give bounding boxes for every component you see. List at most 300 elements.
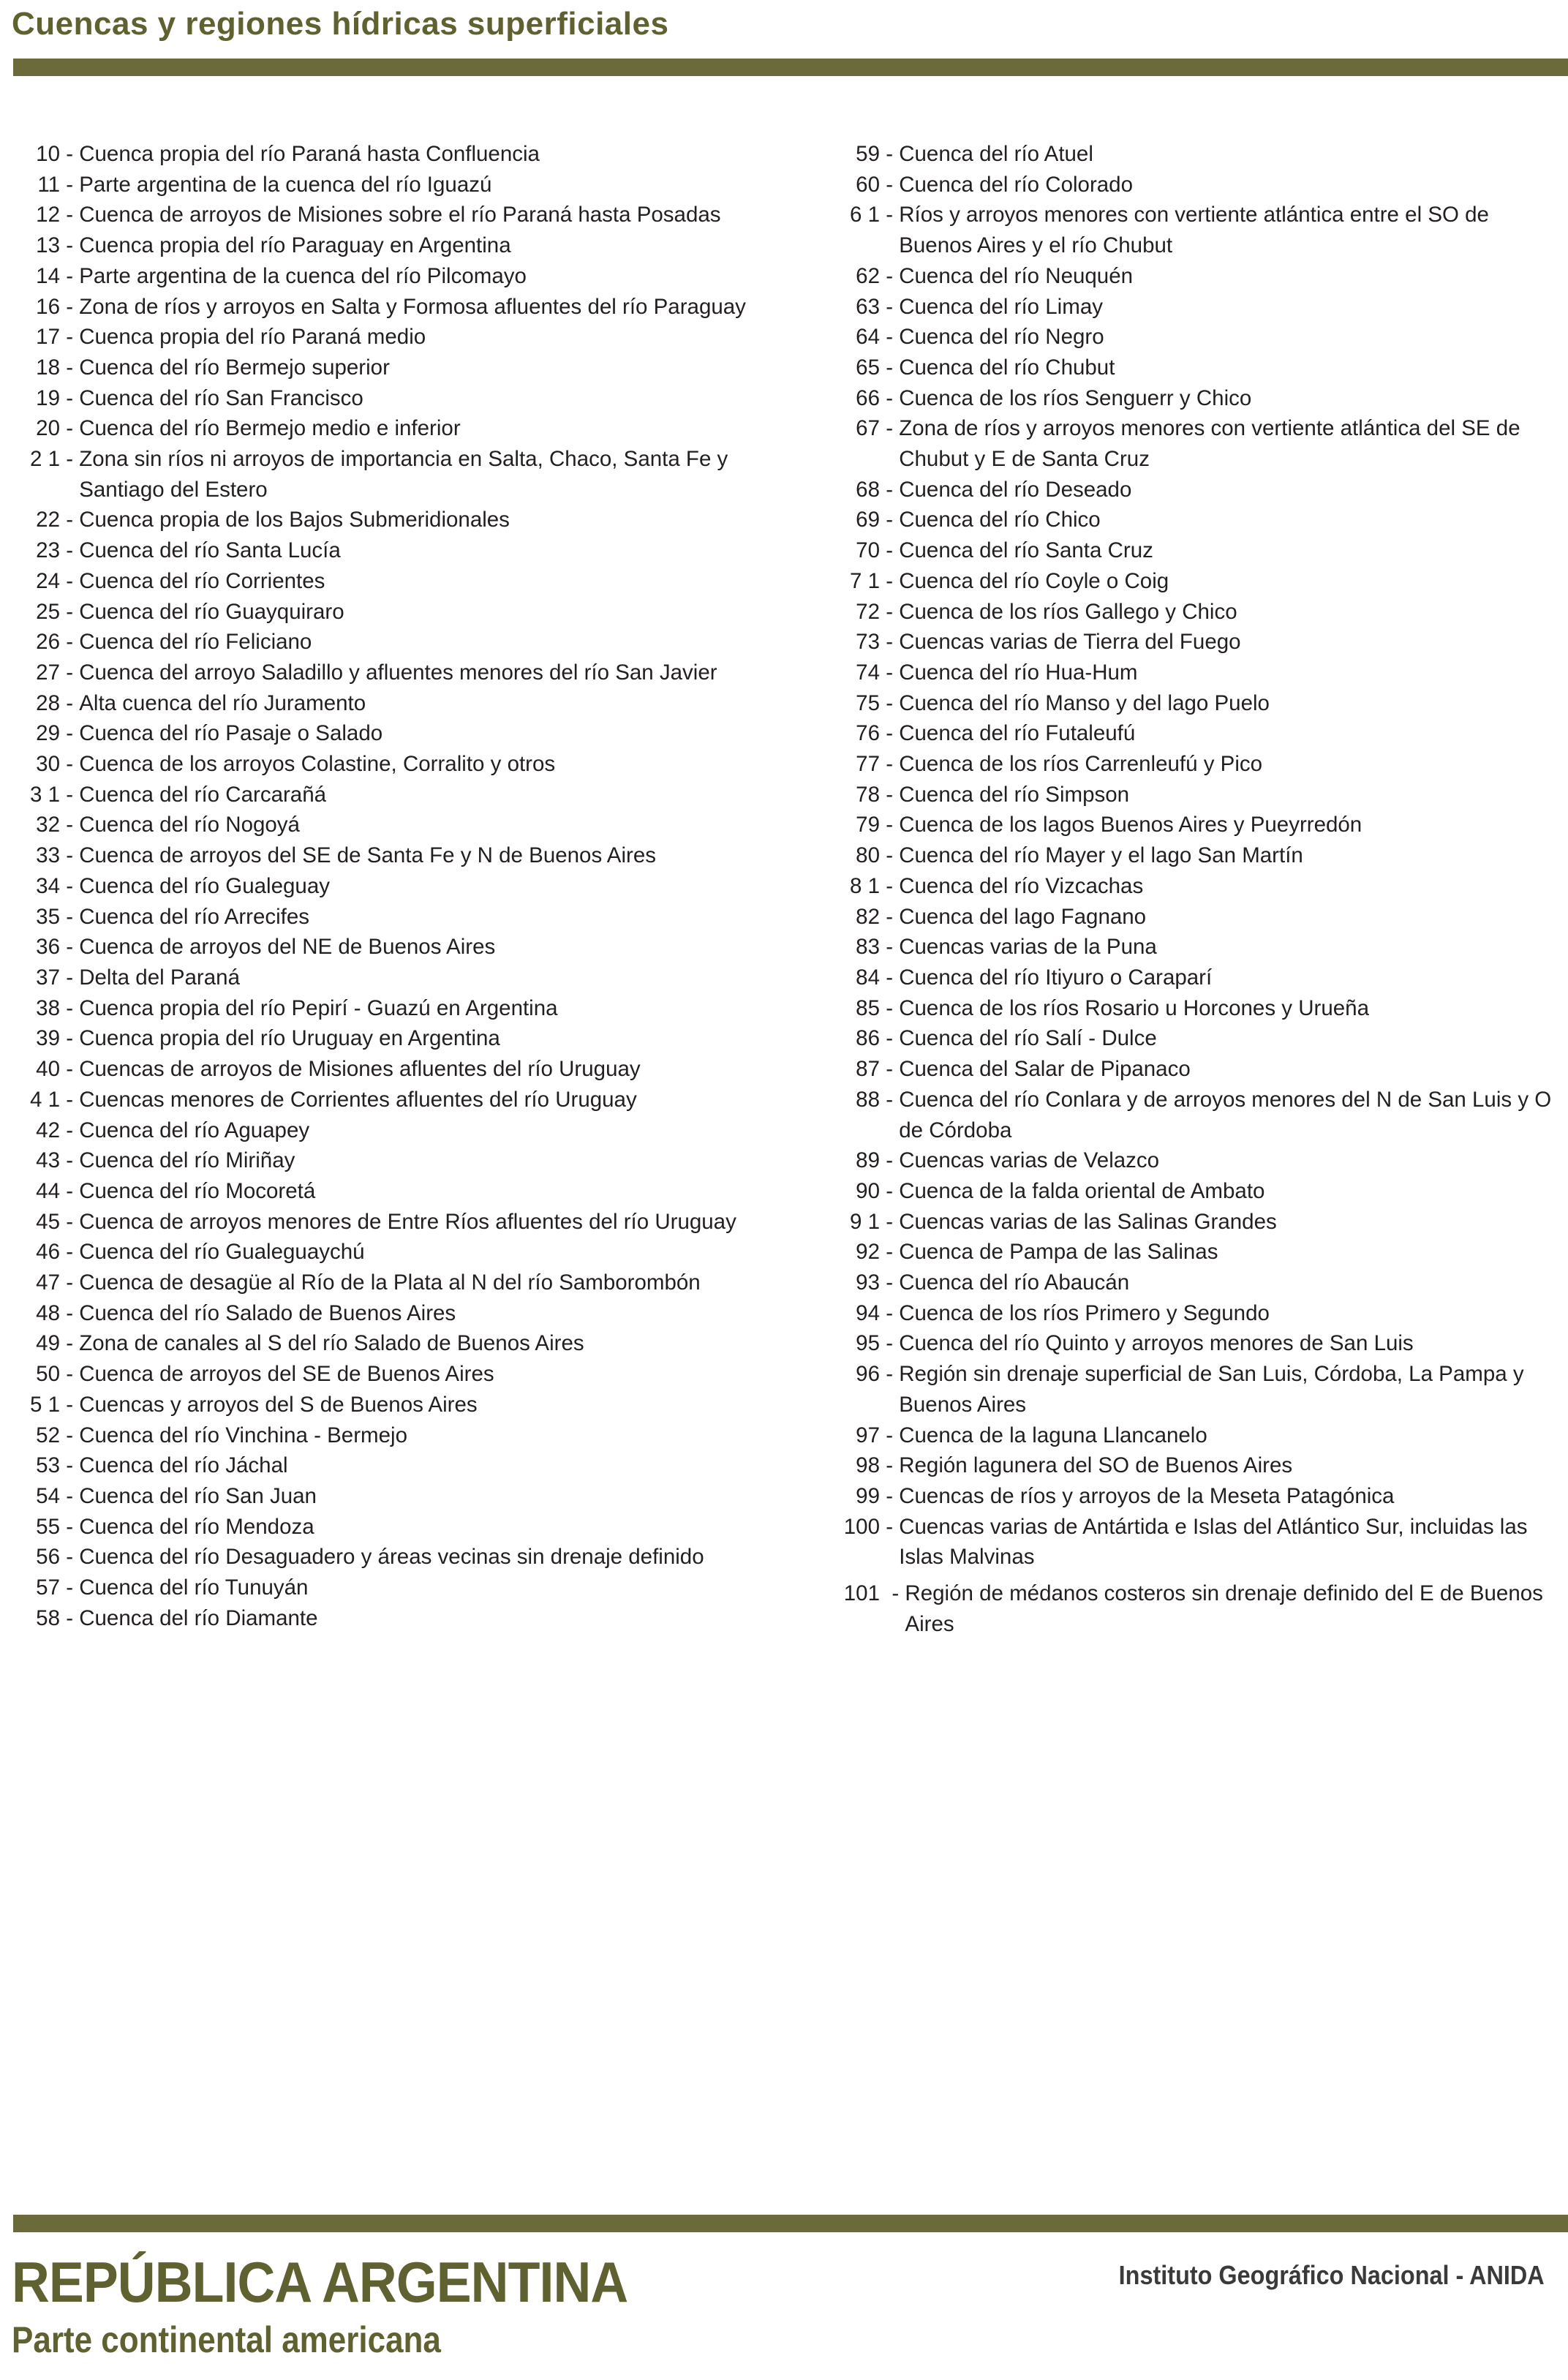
basin-number: 92	[856, 1240, 880, 1265]
separator: -	[880, 873, 900, 898]
basin-number: 19	[36, 385, 60, 410]
separator: -	[880, 1453, 900, 1478]
basin-name: Cuenca del río Arrecifes	[79, 904, 310, 929]
basin-name: Cuenca del Salar de Pipanaco	[899, 1057, 1191, 1082]
basin-name: Cuenca de los ríos Senguerr y Chico	[899, 385, 1252, 410]
basin-number: 17	[36, 325, 60, 350]
basin-name: Cuenca de los arroyos Colastine, Corralito y otros	[79, 752, 556, 777]
basin-entry	[790, 1420, 1568, 1451]
separator: -	[880, 477, 900, 502]
basin-entry	[0, 1481, 790, 1512]
basin-entry	[790, 170, 1568, 200]
basin-entry	[0, 444, 790, 505]
basin-name: Cuenca de los ríos Primero y Segundo	[899, 1300, 1270, 1325]
basin-name: Cuenca de arroyos del SE de Buenos Aires	[79, 1362, 494, 1387]
institute-credit: Instituto Geográfico Nacional - ANIDA	[1118, 2260, 1545, 2290]
basin-name: Cuencas menores de Corrientes afluentes del río Uruguay	[79, 1087, 637, 1112]
basin-number: 8 1	[849, 873, 880, 898]
separator: -	[880, 782, 900, 807]
basin-entry	[0, 1085, 790, 1115]
basin-list-left	[0, 139, 790, 1633]
basin-entry	[790, 261, 1568, 292]
basin-number: 13	[36, 233, 60, 258]
basin-number: 29	[36, 721, 60, 746]
basin-number: 73	[856, 630, 880, 655]
basin-number: 33	[36, 843, 60, 868]
separator: -	[60, 142, 80, 166]
basin-number: 52	[36, 1423, 60, 1447]
basin-name: Cuenca del río Gualeguaychú	[79, 1240, 365, 1265]
separator: -	[880, 660, 900, 685]
separator: -	[60, 355, 80, 380]
basin-name: Cuenca del río Quinto y arroyos menores de San Luis	[899, 1331, 1414, 1356]
separator: -	[880, 1026, 900, 1051]
basin-number: 85	[856, 995, 880, 1020]
basin-name: Cuenca propia del río Pepirí - Guazú en Argentina	[79, 995, 558, 1020]
basin-number: 90	[856, 1178, 880, 1203]
separator: -	[880, 995, 900, 1020]
separator: -	[880, 935, 900, 960]
basin-entry	[0, 1542, 790, 1573]
basin-name: Cuenca del río Hua-Hum	[899, 660, 1138, 685]
basin-entry	[790, 1176, 1568, 1207]
basin-number: 34	[36, 873, 60, 898]
basin-entry	[0, 1298, 790, 1329]
basin-entry	[0, 261, 790, 292]
basin-entry	[790, 1481, 1568, 1512]
separator: -	[60, 1087, 80, 1112]
basin-entry	[0, 871, 790, 902]
basin-entry	[790, 1054, 1568, 1085]
basin-entry	[0, 292, 790, 323]
basin-name: Parte argentina de la cuenca del río Iguazú	[79, 172, 492, 197]
basin-number: 76	[856, 721, 880, 746]
separator: -	[880, 416, 900, 441]
separator: -	[880, 965, 900, 990]
separator: -	[60, 1057, 80, 1082]
basin-number: 30	[36, 752, 60, 777]
basin-number: 65	[856, 355, 880, 380]
basin-entry	[0, 1420, 790, 1451]
basin-entry	[0, 383, 790, 414]
separator: -	[60, 233, 80, 258]
basin-name: Cuenca de arroyos menores de Entre Ríos afluentes del río Uruguay	[79, 1209, 736, 1234]
basin-entry	[0, 902, 790, 933]
basin-name: Cuencas de arroyos de Misiones afluentes del río Uruguay	[79, 1057, 641, 1082]
separator: -	[60, 1118, 80, 1142]
basin-name: Cuenca del río Limay	[899, 294, 1103, 319]
basin-number: 74	[856, 660, 880, 685]
basin-number: 79	[856, 813, 880, 837]
basin-entry	[0, 658, 790, 688]
basin-number: 70	[856, 538, 880, 563]
basin-entry	[0, 1450, 790, 1481]
basin-name: Cuenca del río Feliciano	[79, 630, 312, 655]
basin-name: Cuenca del río Deseado	[899, 477, 1132, 502]
separator: -	[880, 1148, 900, 1173]
basin-number: 46	[36, 1240, 60, 1265]
basin-name: Cuenca del río Chico	[899, 508, 1101, 532]
basin-name: Cuenca de los lagos Buenos Aires y Pueyrredón	[899, 813, 1362, 837]
basin-entry	[790, 1207, 1568, 1238]
separator: -	[60, 721, 80, 746]
basin-entry	[790, 1578, 1568, 1639]
basin-number: 14	[36, 263, 60, 288]
basin-entry	[790, 749, 1568, 780]
basin-entry	[0, 840, 790, 871]
basin-number: 54	[36, 1483, 60, 1508]
basin-entry	[0, 718, 790, 749]
separator: -	[60, 935, 80, 960]
separator: -	[60, 1178, 80, 1203]
basin-number: 32	[36, 813, 60, 837]
basin-name: Cuenca del río Futaleufú	[899, 721, 1136, 746]
separator: -	[60, 1148, 80, 1173]
basin-name: Cuenca del río Conlara y de arroyos menores del N de San Luis y O de Córdoba	[899, 1087, 1552, 1142]
basin-number: 86	[856, 1026, 880, 1051]
separator: -	[60, 995, 80, 1020]
separator: -	[880, 203, 900, 227]
separator: -	[60, 813, 80, 837]
separator: -	[60, 965, 80, 990]
basin-entry	[0, 1115, 790, 1146]
basin-number: 47	[36, 1270, 60, 1295]
basin-number: 37	[36, 965, 60, 990]
basin-entry	[0, 322, 790, 353]
basin-number: 24	[36, 568, 60, 593]
basin-name: Cuenca del río Salado de Buenos Aires	[79, 1300, 456, 1325]
basin-number: 7 1	[849, 568, 880, 593]
basin-name: Cuenca del lago Fagnano	[899, 904, 1147, 929]
basin-name: Cuenca del río Bermejo medio e inferior	[79, 416, 461, 441]
basin-entry	[790, 322, 1568, 353]
basin-entry	[0, 627, 790, 658]
separator: -	[60, 1209, 80, 1234]
separator: -	[60, 1423, 80, 1447]
basin-number: 48	[36, 1300, 60, 1325]
basin-entry	[0, 1176, 790, 1207]
separator: -	[60, 568, 80, 593]
separator: -	[60, 1362, 80, 1387]
basin-name: Región lagunera del SO de Buenos Aires	[899, 1453, 1293, 1478]
basin-number: 39	[36, 1026, 60, 1051]
separator: -	[60, 904, 80, 929]
basin-entry	[790, 1450, 1568, 1481]
basin-name: Cuencas y arroyos del S de Buenos Aires	[79, 1392, 478, 1417]
separator: -	[880, 294, 900, 319]
basin-entry	[0, 1390, 790, 1420]
basin-number: 89	[856, 1148, 880, 1173]
basin-entry	[0, 1054, 790, 1085]
basin-name: Cuenca del río Diamante	[79, 1605, 318, 1630]
separator: -	[880, 599, 900, 624]
basin-entry	[790, 1268, 1568, 1298]
basin-entry	[790, 932, 1568, 963]
separator: -	[60, 1605, 80, 1630]
separator: -	[60, 1240, 80, 1265]
basin-number: 2 1	[29, 447, 60, 472]
basin-number: 57	[36, 1575, 60, 1600]
separator: -	[880, 325, 900, 350]
basin-list-right	[790, 139, 1568, 1639]
basin-name: Cuenca de la laguna Llancanelo	[899, 1423, 1207, 1447]
basin-number: 28	[36, 690, 60, 715]
basin-number: 95	[856, 1331, 880, 1356]
separator: -	[60, 172, 80, 197]
basin-name: Cuenca del río Mocoretá	[79, 1178, 316, 1203]
separator: -	[880, 1514, 900, 1539]
basin-name: Cuencas de ríos y arroyos de la Meseta Patagónica	[899, 1483, 1395, 1508]
separator: -	[60, 1545, 80, 1570]
basin-entry	[790, 902, 1568, 933]
basin-entry	[0, 200, 790, 230]
basin-name: Alta cuenca del río Juramento	[79, 690, 366, 715]
basin-name: Región sin drenaje superficial de San Luis, Córdoba, La Pampa y Buenos Aires	[899, 1362, 1524, 1417]
separator: -	[880, 813, 900, 837]
basin-number: 75	[856, 690, 880, 715]
basin-number: 98	[856, 1453, 880, 1478]
basin-entry	[790, 1023, 1568, 1054]
separator: -	[60, 325, 80, 350]
separator: -	[60, 416, 80, 441]
separator: -	[60, 508, 80, 532]
basin-number: 72	[856, 599, 880, 624]
country-subtitle: Parte continental americana	[12, 2319, 441, 2360]
basin-name: Cuenca del río San Juan	[79, 1483, 317, 1508]
basin-number: 36	[36, 935, 60, 960]
basin-number: 77	[856, 752, 880, 777]
basin-entry	[0, 1603, 790, 1634]
basin-entry	[0, 1023, 790, 1054]
separator: -	[60, 263, 80, 288]
basin-number: 43	[36, 1148, 60, 1173]
basin-name: Cuenca del río Colorado	[899, 172, 1133, 197]
separator: -	[880, 1581, 905, 1606]
basin-name: Cuenca del río Guayquiraro	[79, 599, 344, 624]
basin-name: Cuenca del río Vinchina - Bermejo	[79, 1423, 407, 1447]
basin-number: 12	[36, 203, 60, 227]
basin-entry	[0, 810, 790, 840]
basin-entry	[0, 932, 790, 963]
basin-name: Cuenca propia del río Paraná medio	[79, 325, 426, 350]
basin-name: Cuenca del río Tunuyán	[79, 1575, 309, 1600]
basin-name: Cuenca propia del río Paraguay en Argentina	[79, 233, 511, 258]
footer-rule	[13, 2215, 1568, 2232]
basin-name: Cuenca del río Mendoza	[79, 1514, 314, 1539]
basin-number: 50	[36, 1362, 60, 1387]
basin-entry	[790, 1359, 1568, 1420]
basin-number: 9 1	[849, 1209, 880, 1234]
separator: -	[880, 843, 900, 868]
basin-number: 94	[856, 1300, 880, 1325]
basin-entry	[790, 658, 1568, 688]
basin-name: Cuenca del río Atuel	[899, 142, 1093, 166]
basin-name: Cuenca del río Abaucán	[899, 1270, 1130, 1295]
basin-number: 67	[856, 416, 880, 441]
basin-number: 59	[856, 142, 880, 166]
basin-number: 55	[36, 1514, 60, 1539]
basin-number: 18	[36, 355, 60, 380]
basin-number: 97	[856, 1423, 880, 1447]
basin-name: Cuencas varias de Velazco	[899, 1148, 1160, 1173]
basin-entry	[0, 780, 790, 810]
basin-number: 60	[856, 172, 880, 197]
basin-name: Cuenca del río Aguapey	[79, 1118, 310, 1142]
basin-name: Zona de ríos y arroyos en Salta y Formosa afluentes del río Paraguay	[79, 294, 746, 319]
basin-name: Cuenca del río Miriñay	[79, 1148, 295, 1173]
basin-name: Cuenca del arroyo Saladillo y afluentes menores del río San Javier	[79, 660, 717, 685]
basin-entry	[790, 993, 1568, 1024]
basin-name: Cuenca de los ríos Carrenleufú y Pico	[899, 752, 1263, 777]
separator: -	[880, 1057, 900, 1082]
separator: -	[880, 142, 900, 166]
basin-number: 66	[856, 385, 880, 410]
separator: -	[60, 630, 80, 655]
basin-name: Cuenca de arroyos del SE de Santa Fe y N de Buenos Aires	[79, 843, 656, 868]
separator: -	[60, 660, 80, 685]
basin-number: 44	[36, 1178, 60, 1203]
basin-entry	[0, 1573, 790, 1603]
basin-name: Cuenca del río Carcarañá	[79, 782, 327, 807]
basin-name: Cuenca de Pampa de las Salinas	[899, 1240, 1218, 1265]
basin-number: 87	[856, 1057, 880, 1082]
basin-number: 49	[36, 1331, 60, 1356]
separator: -	[880, 904, 900, 929]
basin-name: Cuenca de arroyos de Misiones sobre el río Paraná hasta Posadas	[79, 203, 721, 227]
basin-entry	[0, 170, 790, 200]
basin-number: 20	[36, 416, 60, 441]
separator: -	[60, 294, 80, 319]
basin-entry	[790, 597, 1568, 628]
basin-entry	[790, 1237, 1568, 1268]
separator: -	[60, 1270, 80, 1295]
basin-entry	[790, 353, 1568, 383]
basin-name: Cuenca del río Desaguadero y áreas vecinas sin drenaje definido	[79, 1545, 704, 1570]
basin-number: 16	[36, 294, 60, 319]
basin-name: Zona de canales al S del río Salado de Buenos Aires	[79, 1331, 584, 1356]
basin-entry	[0, 1268, 790, 1298]
separator: -	[880, 508, 900, 532]
basin-number: 93	[856, 1270, 880, 1295]
basin-entry	[0, 1145, 790, 1176]
separator: -	[60, 1026, 80, 1051]
separator: -	[60, 385, 80, 410]
basin-name: Cuenca propia del río Uruguay en Argentina	[79, 1026, 500, 1051]
basin-number: 83	[856, 935, 880, 960]
separator: -	[880, 1178, 900, 1203]
basin-number: 45	[36, 1209, 60, 1234]
basin-number: 27	[36, 660, 60, 685]
separator: -	[60, 1575, 80, 1600]
basin-entry	[0, 505, 790, 535]
separator: -	[880, 1362, 900, 1387]
basin-entry	[0, 566, 790, 597]
separator: -	[60, 1483, 80, 1508]
separator: -	[880, 1300, 900, 1325]
basin-number: 22	[36, 508, 60, 532]
basin-entry	[0, 139, 790, 170]
basin-name: Cuenca del río Vizcachas	[899, 873, 1144, 898]
separator: -	[880, 263, 900, 288]
separator: -	[880, 690, 900, 715]
basin-entry	[790, 1145, 1568, 1176]
header-rule	[13, 59, 1568, 76]
basin-name: Parte argentina de la cuenca del río Pilcomayo	[79, 263, 527, 288]
basin-number: 99	[856, 1483, 880, 1508]
basin-number: 78	[856, 782, 880, 807]
basin-entry	[790, 139, 1568, 170]
basin-name: Cuenca del río Corrientes	[79, 568, 325, 593]
basin-name: Cuenca del río Mayer y el lago San Martín	[899, 843, 1303, 868]
basin-number: 5 1	[29, 1392, 60, 1417]
separator: -	[60, 203, 80, 227]
basin-name: Zona sin ríos ni arroyos de importancia en Salta, Chaco, Santa Fe y Santiago del Estero	[79, 447, 728, 502]
basin-number: 25	[36, 599, 60, 624]
basin-entry	[790, 505, 1568, 535]
basin-entry	[790, 718, 1568, 749]
separator: -	[60, 1514, 80, 1539]
basin-name: Cuencas varias de la Puna	[899, 935, 1157, 960]
basin-entry	[790, 780, 1568, 810]
separator: -	[60, 1331, 80, 1356]
separator: -	[60, 1300, 80, 1325]
country-title: REPÚBLICA ARGENTINA	[12, 2250, 628, 2314]
basin-name: Cuenca del río Simpson	[899, 782, 1130, 807]
basin-name: Cuenca del río Jáchal	[79, 1453, 288, 1478]
separator: -	[880, 1483, 900, 1508]
separator: -	[60, 538, 80, 563]
separator: -	[60, 873, 80, 898]
separator: -	[880, 355, 900, 380]
basin-entry	[790, 1298, 1568, 1329]
separator: -	[60, 843, 80, 868]
basin-name: Cuenca de los ríos Gallego y Chico	[899, 599, 1237, 624]
basin-entry	[790, 383, 1568, 414]
basin-number: 53	[36, 1453, 60, 1478]
basin-number: 100	[843, 1514, 880, 1539]
basin-entry	[790, 688, 1568, 719]
basin-entry	[790, 200, 1568, 260]
basin-number: 6 1	[849, 203, 880, 227]
basin-number: 40	[36, 1057, 60, 1082]
basin-name: Cuencas varias de las Salinas Grandes	[899, 1209, 1277, 1234]
basin-entry	[0, 993, 790, 1024]
separator: -	[880, 1270, 900, 1295]
basin-name: Cuenca del río Santa Lucía	[79, 538, 341, 563]
separator: -	[880, 538, 900, 563]
basin-entry	[0, 1207, 790, 1238]
basin-name: Cuenca de arroyos del NE de Buenos Aires	[79, 935, 496, 960]
basin-entry	[790, 566, 1568, 597]
basin-entry	[790, 475, 1568, 505]
basin-entry	[0, 688, 790, 719]
basin-number: 4 1	[29, 1087, 60, 1112]
basin-name: Cuenca del río Pasaje o Salado	[79, 721, 383, 746]
basin-name: Zona de ríos y arroyos menores con vertiente atlántica del SE de Chubut y E de Santa Cruz	[899, 416, 1520, 472]
separator: -	[880, 752, 900, 777]
basin-number: 63	[856, 294, 880, 319]
separator: -	[60, 752, 80, 777]
basin-name: Cuencas varias de Tierra del Fuego	[899, 630, 1241, 655]
basin-number: 10	[36, 142, 60, 166]
basin-number: 3 1	[29, 782, 60, 807]
basin-entry	[790, 810, 1568, 840]
basin-name: Cuenca del río Negro	[899, 325, 1104, 350]
basin-name: Región de médanos costeros sin drenaje definido del E de Buenos Aires	[905, 1581, 1543, 1636]
separator: -	[60, 1392, 80, 1417]
separator: -	[60, 1453, 80, 1478]
basin-entry	[790, 413, 1568, 474]
